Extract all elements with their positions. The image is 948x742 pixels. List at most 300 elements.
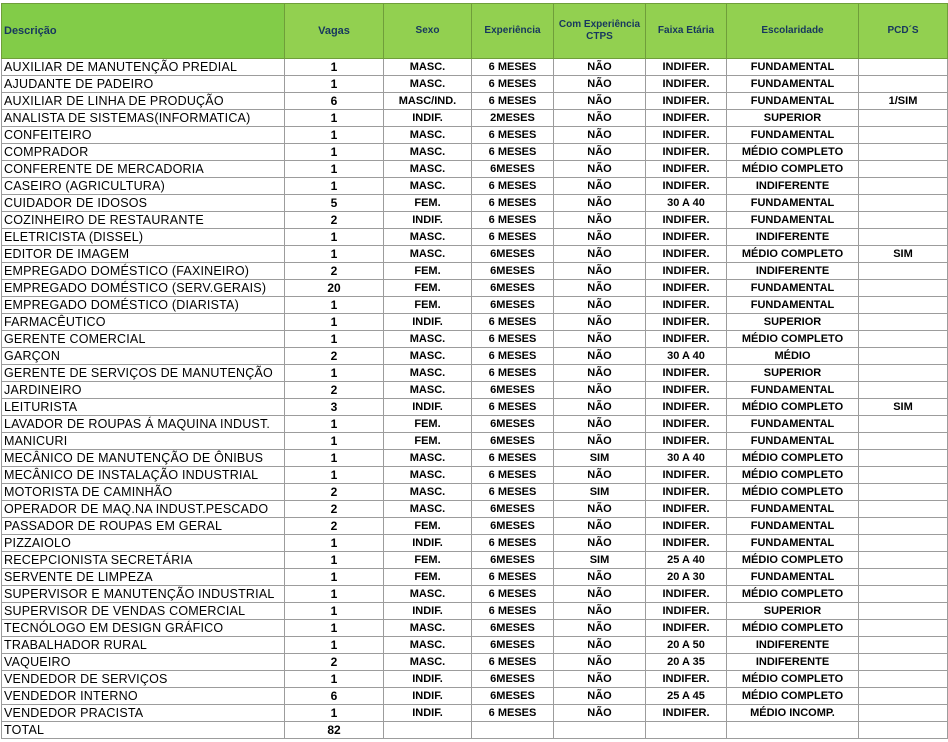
cell-pcds[interactable] xyxy=(859,484,948,501)
cell-experiencia[interactable]: 6 MESES xyxy=(472,144,554,161)
cell-sexo[interactable]: MASC. xyxy=(384,654,472,671)
cell-ctps[interactable]: NÃO xyxy=(554,110,646,127)
cell-ctps[interactable]: NÃO xyxy=(554,501,646,518)
cell-descricao[interactable]: TECNÓLOGO EM DESIGN GRÁFICO xyxy=(2,620,285,637)
cell-escolaridade[interactable]: MÉDIO INCOMP. xyxy=(727,705,859,722)
cell-pcds[interactable] xyxy=(859,382,948,399)
cell-experiencia[interactable]: 2MESES xyxy=(472,110,554,127)
cell-ctps[interactable]: NÃO xyxy=(554,212,646,229)
cell-ctps[interactable]: NÃO xyxy=(554,637,646,654)
cell-escolaridade[interactable]: FUNDAMENTAL xyxy=(727,280,859,297)
cell-escolaridade[interactable]: MÉDIO COMPLETO xyxy=(727,620,859,637)
cell-vagas[interactable]: 2 xyxy=(285,348,384,365)
cell-vagas[interactable]: 2 xyxy=(285,484,384,501)
cell-descricao[interactable]: VENDEDOR PRACISTA xyxy=(2,705,285,722)
cell-vagas[interactable]: 3 xyxy=(285,399,384,416)
cell-experiencia[interactable]: 6 MESES xyxy=(472,229,554,246)
cell-experiencia[interactable]: 6 MESES xyxy=(472,399,554,416)
cell-experiencia[interactable]: 6 MESES xyxy=(472,314,554,331)
cell-experiencia[interactable]: 6 MESES xyxy=(472,586,554,603)
cell-sexo[interactable]: MASC. xyxy=(384,127,472,144)
cell-escolaridade[interactable]: MÉDIO COMPLETO xyxy=(727,671,859,688)
cell-descricao[interactable]: SERVENTE DE LIMPEZA xyxy=(2,569,285,586)
cell-ctps[interactable]: NÃO xyxy=(554,433,646,450)
total-label[interactable]: TOTAL xyxy=(2,722,285,739)
cell-vagas[interactable]: 6 xyxy=(285,688,384,705)
cell-pcds[interactable] xyxy=(859,586,948,603)
cell-faixa-etaria[interactable]: INDIFER. xyxy=(646,365,727,382)
cell-sexo[interactable]: INDIF. xyxy=(384,688,472,705)
cell-vagas[interactable]: 1 xyxy=(285,620,384,637)
cell-descricao[interactable]: COZINHEIRO DE RESTAURANTE xyxy=(2,212,285,229)
cell-vagas[interactable]: 5 xyxy=(285,195,384,212)
cell-experiencia[interactable]: 6 MESES xyxy=(472,59,554,76)
cell-descricao[interactable]: CONFERENTE DE MERCADORIA xyxy=(2,161,285,178)
cell-pcds[interactable] xyxy=(859,416,948,433)
cell-sexo[interactable]: MASC. xyxy=(384,450,472,467)
cell-faixa-etaria[interactable]: INDIFER. xyxy=(646,246,727,263)
cell-pcds[interactable] xyxy=(859,229,948,246)
cell-descricao[interactable]: MANICURI xyxy=(2,433,285,450)
cell-sexo[interactable]: FEM. xyxy=(384,552,472,569)
cell-sexo[interactable]: MASC. xyxy=(384,467,472,484)
cell-vagas[interactable]: 2 xyxy=(285,212,384,229)
total-vagas[interactable]: 82 xyxy=(285,722,384,739)
cell-faixa-etaria[interactable]: INDIFER. xyxy=(646,212,727,229)
cell-vagas[interactable]: 1 xyxy=(285,569,384,586)
cell-pcds[interactable] xyxy=(859,569,948,586)
cell-pcds[interactable] xyxy=(859,314,948,331)
cell-escolaridade[interactable]: FUNDAMENTAL xyxy=(727,212,859,229)
cell-pcds[interactable] xyxy=(859,331,948,348)
cell-pcds[interactable] xyxy=(859,637,948,654)
total-empty-cell[interactable] xyxy=(859,722,948,739)
total-empty-cell[interactable] xyxy=(554,722,646,739)
cell-escolaridade[interactable]: FUNDAMENTAL xyxy=(727,569,859,586)
cell-pcds[interactable] xyxy=(859,178,948,195)
cell-escolaridade[interactable]: MÉDIO COMPLETO xyxy=(727,688,859,705)
cell-vagas[interactable]: 2 xyxy=(285,518,384,535)
cell-descricao[interactable]: COMPRADOR xyxy=(2,144,285,161)
cell-faixa-etaria[interactable]: INDIFER. xyxy=(646,59,727,76)
cell-sexo[interactable]: INDIF. xyxy=(384,399,472,416)
cell-faixa-etaria[interactable]: 20 A 50 xyxy=(646,637,727,654)
cell-escolaridade[interactable]: MÉDIO COMPLETO xyxy=(727,331,859,348)
cell-experiencia[interactable]: 6 MESES xyxy=(472,331,554,348)
header-escolaridade[interactable]: Escolaridade xyxy=(727,4,859,59)
cell-vagas[interactable]: 1 xyxy=(285,552,384,569)
cell-ctps[interactable]: NÃO xyxy=(554,280,646,297)
header-faixa-etaria[interactable]: Faixa Etária xyxy=(646,4,727,59)
cell-escolaridade[interactable]: FUNDAMENTAL xyxy=(727,76,859,93)
cell-pcds[interactable]: 1/SIM xyxy=(859,93,948,110)
cell-faixa-etaria[interactable]: INDIFER. xyxy=(646,331,727,348)
cell-pcds[interactable] xyxy=(859,76,948,93)
cell-vagas[interactable]: 20 xyxy=(285,280,384,297)
cell-pcds[interactable] xyxy=(859,297,948,314)
cell-sexo[interactable]: INDIF. xyxy=(384,705,472,722)
cell-ctps[interactable]: NÃO xyxy=(554,705,646,722)
cell-pcds[interactable] xyxy=(859,144,948,161)
cell-faixa-etaria[interactable]: INDIFER. xyxy=(646,399,727,416)
cell-ctps[interactable]: NÃO xyxy=(554,263,646,280)
cell-sexo[interactable]: INDIF. xyxy=(384,535,472,552)
cell-vagas[interactable]: 1 xyxy=(285,59,384,76)
cell-experiencia[interactable]: 6 MESES xyxy=(472,76,554,93)
cell-sexo[interactable]: FEM. xyxy=(384,518,472,535)
cell-faixa-etaria[interactable]: INDIFER. xyxy=(646,110,727,127)
cell-ctps[interactable]: NÃO xyxy=(554,365,646,382)
cell-sexo[interactable]: MASC. xyxy=(384,365,472,382)
cell-escolaridade[interactable]: FUNDAMENTAL xyxy=(727,195,859,212)
cell-faixa-etaria[interactable]: INDIFER. xyxy=(646,705,727,722)
cell-sexo[interactable]: MASC. xyxy=(384,229,472,246)
cell-escolaridade[interactable]: INDIFERENTE xyxy=(727,654,859,671)
cell-descricao[interactable]: AUXILIAR DE LINHA DE PRODUÇÃO xyxy=(2,93,285,110)
cell-escolaridade[interactable]: MÉDIO COMPLETO xyxy=(727,144,859,161)
cell-pcds[interactable] xyxy=(859,620,948,637)
cell-faixa-etaria[interactable]: INDIFER. xyxy=(646,229,727,246)
cell-faixa-etaria[interactable]: INDIFER. xyxy=(646,178,727,195)
cell-faixa-etaria[interactable]: INDIFER. xyxy=(646,76,727,93)
cell-experiencia[interactable]: 6 MESES xyxy=(472,212,554,229)
total-empty-cell[interactable] xyxy=(384,722,472,739)
cell-escolaridade[interactable]: MÉDIO xyxy=(727,348,859,365)
cell-descricao[interactable]: JARDINEIRO xyxy=(2,382,285,399)
cell-ctps[interactable]: NÃO xyxy=(554,195,646,212)
cell-pcds[interactable] xyxy=(859,212,948,229)
header-pcds[interactable]: PCD´S xyxy=(859,4,948,59)
cell-ctps[interactable]: NÃO xyxy=(554,59,646,76)
cell-ctps[interactable]: NÃO xyxy=(554,178,646,195)
cell-ctps[interactable]: SIM xyxy=(554,484,646,501)
cell-faixa-etaria[interactable]: INDIFER. xyxy=(646,382,727,399)
cell-sexo[interactable]: INDIF. xyxy=(384,671,472,688)
cell-faixa-etaria[interactable]: 20 A 35 xyxy=(646,654,727,671)
cell-escolaridade[interactable]: SUPERIOR xyxy=(727,314,859,331)
cell-escolaridade[interactable]: FUNDAMENTAL xyxy=(727,93,859,110)
cell-descricao[interactable]: RECEPCIONISTA SECRETÁRIA xyxy=(2,552,285,569)
cell-faixa-etaria[interactable]: INDIFER. xyxy=(646,535,727,552)
cell-ctps[interactable]: NÃO xyxy=(554,76,646,93)
cell-experiencia[interactable]: 6MESES xyxy=(472,280,554,297)
cell-experiencia[interactable]: 6 MESES xyxy=(472,348,554,365)
cell-pcds[interactable] xyxy=(859,535,948,552)
cell-descricao[interactable]: OPERADOR DE MAQ.NA INDUST.PESCADO xyxy=(2,501,285,518)
cell-vagas[interactable]: 1 xyxy=(285,586,384,603)
cell-faixa-etaria[interactable]: INDIFER. xyxy=(646,144,727,161)
cell-descricao[interactable]: EMPREGADO DOMÉSTICO (DIARISTA) xyxy=(2,297,285,314)
cell-descricao[interactable]: GERENTE DE SERVIÇOS DE MANUTENÇÃO xyxy=(2,365,285,382)
cell-descricao[interactable]: VENDEDOR INTERNO xyxy=(2,688,285,705)
cell-escolaridade[interactable]: FUNDAMENTAL xyxy=(727,297,859,314)
cell-vagas[interactable]: 1 xyxy=(285,671,384,688)
cell-sexo[interactable]: INDIF. xyxy=(384,603,472,620)
cell-sexo[interactable]: MASC. xyxy=(384,501,472,518)
cell-escolaridade[interactable]: FUNDAMENTAL xyxy=(727,501,859,518)
cell-vagas[interactable]: 6 xyxy=(285,93,384,110)
cell-faixa-etaria[interactable]: INDIFER. xyxy=(646,671,727,688)
cell-faixa-etaria[interactable]: 25 A 45 xyxy=(646,688,727,705)
cell-descricao[interactable]: AUXILIAR DE MANUTENÇÃO PREDIAL xyxy=(2,59,285,76)
cell-faixa-etaria[interactable]: INDIFER. xyxy=(646,467,727,484)
cell-ctps[interactable]: NÃO xyxy=(554,603,646,620)
header-vagas[interactable]: Vagas xyxy=(285,4,384,59)
cell-vagas[interactable]: 1 xyxy=(285,314,384,331)
cell-descricao[interactable]: GARÇON xyxy=(2,348,285,365)
cell-experiencia[interactable]: 6MESES xyxy=(472,382,554,399)
cell-experiencia[interactable]: 6MESES xyxy=(472,637,554,654)
cell-descricao[interactable]: PASSADOR DE ROUPAS EM GERAL xyxy=(2,518,285,535)
cell-vagas[interactable]: 2 xyxy=(285,263,384,280)
cell-escolaridade[interactable]: INDIFERENTE xyxy=(727,263,859,280)
cell-experiencia[interactable]: 6 MESES xyxy=(472,484,554,501)
cell-faixa-etaria[interactable]: 30 A 40 xyxy=(646,195,727,212)
total-empty-cell[interactable] xyxy=(646,722,727,739)
cell-escolaridade[interactable]: FUNDAMENTAL xyxy=(727,59,859,76)
cell-sexo[interactable]: FEM. xyxy=(384,195,472,212)
cell-faixa-etaria[interactable]: INDIFER. xyxy=(646,586,727,603)
cell-sexo[interactable]: FEM. xyxy=(384,569,472,586)
cell-vagas[interactable]: 1 xyxy=(285,705,384,722)
cell-faixa-etaria[interactable]: INDIFER. xyxy=(646,620,727,637)
cell-vagas[interactable]: 1 xyxy=(285,365,384,382)
cell-ctps[interactable]: NÃO xyxy=(554,569,646,586)
cell-experiencia[interactable]: 6 MESES xyxy=(472,365,554,382)
cell-pcds[interactable] xyxy=(859,348,948,365)
cell-descricao[interactable]: CUIDADOR DE IDOSOS xyxy=(2,195,285,212)
cell-ctps[interactable]: NÃO xyxy=(554,399,646,416)
cell-vagas[interactable]: 2 xyxy=(285,501,384,518)
cell-sexo[interactable]: MASC. xyxy=(384,620,472,637)
cell-pcds[interactable] xyxy=(859,450,948,467)
cell-sexo[interactable]: FEM. xyxy=(384,280,472,297)
cell-faixa-etaria[interactable]: INDIFER. xyxy=(646,93,727,110)
cell-descricao[interactable]: PIZZAIOLO xyxy=(2,535,285,552)
cell-descricao[interactable]: EDITOR DE IMAGEM xyxy=(2,246,285,263)
cell-descricao[interactable]: SUPERVISOR E MANUTENÇÃO INDUSTRIAL xyxy=(2,586,285,603)
cell-experiencia[interactable]: 6 MESES xyxy=(472,178,554,195)
cell-descricao[interactable]: LEITURISTA xyxy=(2,399,285,416)
cell-pcds[interactable] xyxy=(859,195,948,212)
cell-faixa-etaria[interactable]: INDIFER. xyxy=(646,161,727,178)
cell-experiencia[interactable]: 6MESES xyxy=(472,552,554,569)
cell-vagas[interactable]: 1 xyxy=(285,603,384,620)
cell-pcds[interactable]: SIM xyxy=(859,246,948,263)
cell-vagas[interactable]: 1 xyxy=(285,416,384,433)
cell-experiencia[interactable]: 6MESES xyxy=(472,297,554,314)
cell-pcds[interactable] xyxy=(859,552,948,569)
cell-vagas[interactable]: 1 xyxy=(285,76,384,93)
cell-pcds[interactable] xyxy=(859,688,948,705)
cell-sexo[interactable]: MASC/IND. xyxy=(384,93,472,110)
cell-escolaridade[interactable]: FUNDAMENTAL xyxy=(727,127,859,144)
cell-ctps[interactable]: NÃO xyxy=(554,331,646,348)
cell-vagas[interactable]: 1 xyxy=(285,229,384,246)
cell-faixa-etaria[interactable]: INDIFER. xyxy=(646,314,727,331)
cell-pcds[interactable]: SIM xyxy=(859,399,948,416)
cell-experiencia[interactable]: 6MESES xyxy=(472,161,554,178)
cell-pcds[interactable] xyxy=(859,433,948,450)
cell-ctps[interactable]: NÃO xyxy=(554,654,646,671)
cell-pcds[interactable] xyxy=(859,110,948,127)
cell-pcds[interactable] xyxy=(859,127,948,144)
cell-descricao[interactable]: SUPERVISOR DE VENDAS COMERCIAL xyxy=(2,603,285,620)
cell-experiencia[interactable]: 6 MESES xyxy=(472,195,554,212)
cell-experiencia[interactable]: 6MESES xyxy=(472,263,554,280)
cell-descricao[interactable]: FARMACÊUTICO xyxy=(2,314,285,331)
cell-sexo[interactable]: FEM. xyxy=(384,433,472,450)
cell-faixa-etaria[interactable]: INDIFER. xyxy=(646,603,727,620)
cell-escolaridade[interactable]: FUNDAMENTAL xyxy=(727,382,859,399)
cell-sexo[interactable]: MASC. xyxy=(384,348,472,365)
cell-faixa-etaria[interactable]: 25 A 40 xyxy=(646,552,727,569)
cell-vagas[interactable]: 1 xyxy=(285,246,384,263)
cell-escolaridade[interactable]: SUPERIOR xyxy=(727,110,859,127)
cell-descricao[interactable]: EMPREGADO DOMÉSTICO (FAXINEIRO) xyxy=(2,263,285,280)
cell-escolaridade[interactable]: MÉDIO COMPLETO xyxy=(727,467,859,484)
cell-descricao[interactable]: CONFEITEIRO xyxy=(2,127,285,144)
cell-descricao[interactable]: LAVADOR DE ROUPAS Á MAQUINA INDUST. xyxy=(2,416,285,433)
cell-experiencia[interactable]: 6MESES xyxy=(472,688,554,705)
cell-ctps[interactable]: NÃO xyxy=(554,161,646,178)
cell-faixa-etaria[interactable]: INDIFER. xyxy=(646,433,727,450)
cell-faixa-etaria[interactable]: INDIFER. xyxy=(646,297,727,314)
cell-descricao[interactable]: VENDEDOR DE SERVIÇOS xyxy=(2,671,285,688)
cell-experiencia[interactable]: 6MESES xyxy=(472,246,554,263)
cell-sexo[interactable]: INDIF. xyxy=(384,110,472,127)
cell-faixa-etaria[interactable]: INDIFER. xyxy=(646,501,727,518)
cell-pcds[interactable] xyxy=(859,161,948,178)
cell-experiencia[interactable]: 6MESES xyxy=(472,416,554,433)
cell-sexo[interactable]: MASC. xyxy=(384,586,472,603)
cell-descricao[interactable]: MOTORISTA DE CAMINHÃO xyxy=(2,484,285,501)
cell-pcds[interactable] xyxy=(859,263,948,280)
cell-descricao[interactable]: ELETRICISTA (DISSEL) xyxy=(2,229,285,246)
cell-sexo[interactable]: INDIF. xyxy=(384,314,472,331)
cell-vagas[interactable]: 1 xyxy=(285,178,384,195)
cell-ctps[interactable]: NÃO xyxy=(554,518,646,535)
total-empty-cell[interactable] xyxy=(472,722,554,739)
cell-sexo[interactable]: MASC. xyxy=(384,637,472,654)
cell-pcds[interactable] xyxy=(859,705,948,722)
cell-sexo[interactable]: MASC. xyxy=(384,178,472,195)
cell-pcds[interactable] xyxy=(859,654,948,671)
cell-ctps[interactable]: NÃO xyxy=(554,314,646,331)
cell-pcds[interactable] xyxy=(859,59,948,76)
cell-escolaridade[interactable]: MÉDIO COMPLETO xyxy=(727,399,859,416)
cell-ctps[interactable]: NÃO xyxy=(554,416,646,433)
header-descricao[interactable]: Descrição xyxy=(2,4,285,59)
cell-escolaridade[interactable]: MÉDIO COMPLETO xyxy=(727,586,859,603)
cell-sexo[interactable]: MASC. xyxy=(384,246,472,263)
cell-escolaridade[interactable]: SUPERIOR xyxy=(727,603,859,620)
cell-escolaridade[interactable]: MÉDIO COMPLETO xyxy=(727,161,859,178)
cell-ctps[interactable]: NÃO xyxy=(554,382,646,399)
cell-experiencia[interactable]: 6 MESES xyxy=(472,450,554,467)
cell-sexo[interactable]: MASC. xyxy=(384,161,472,178)
cell-vagas[interactable]: 1 xyxy=(285,535,384,552)
cell-vagas[interactable]: 1 xyxy=(285,331,384,348)
cell-descricao[interactable]: MECÂNICO DE MANUTENÇÃO DE ÔNIBUS xyxy=(2,450,285,467)
header-experiencia-ctps[interactable]: Com Experiência CTPS xyxy=(554,4,646,59)
cell-ctps[interactable]: NÃO xyxy=(554,688,646,705)
cell-pcds[interactable] xyxy=(859,467,948,484)
cell-vagas[interactable]: 1 xyxy=(285,433,384,450)
cell-escolaridade[interactable]: MÉDIO COMPLETO xyxy=(727,552,859,569)
cell-experiencia[interactable]: 6 MESES xyxy=(472,603,554,620)
total-empty-cell[interactable] xyxy=(727,722,859,739)
cell-descricao[interactable]: MECÂNICO DE INSTALAÇÃO INDUSTRIAL xyxy=(2,467,285,484)
cell-experiencia[interactable]: 6 MESES xyxy=(472,535,554,552)
cell-escolaridade[interactable]: INDIFERENTE xyxy=(727,229,859,246)
cell-faixa-etaria[interactable]: INDIFER. xyxy=(646,518,727,535)
cell-sexo[interactable]: FEM. xyxy=(384,416,472,433)
cell-escolaridade[interactable]: INDIFERENTE xyxy=(727,637,859,654)
cell-pcds[interactable] xyxy=(859,603,948,620)
cell-experiencia[interactable]: 6 MESES xyxy=(472,127,554,144)
cell-faixa-etaria[interactable]: INDIFER. xyxy=(646,484,727,501)
cell-escolaridade[interactable]: MÉDIO COMPLETO xyxy=(727,484,859,501)
cell-experiencia[interactable]: 6MESES xyxy=(472,671,554,688)
cell-ctps[interactable]: NÃO xyxy=(554,671,646,688)
cell-escolaridade[interactable]: FUNDAMENTAL xyxy=(727,518,859,535)
cell-escolaridade[interactable]: FUNDAMENTAL xyxy=(727,433,859,450)
cell-ctps[interactable]: NÃO xyxy=(554,297,646,314)
cell-escolaridade[interactable]: MÉDIO COMPLETO xyxy=(727,246,859,263)
cell-experiencia[interactable]: 6MESES xyxy=(472,433,554,450)
cell-vagas[interactable]: 1 xyxy=(285,161,384,178)
cell-experiencia[interactable]: 6 MESES xyxy=(472,569,554,586)
cell-sexo[interactable]: MASC. xyxy=(384,484,472,501)
cell-experiencia[interactable]: 6 MESES xyxy=(472,93,554,110)
cell-sexo[interactable]: MASC. xyxy=(384,59,472,76)
cell-ctps[interactable]: NÃO xyxy=(554,467,646,484)
cell-descricao[interactable]: CASEIRO (AGRICULTURA) xyxy=(2,178,285,195)
cell-escolaridade[interactable]: INDIFERENTE xyxy=(727,178,859,195)
cell-pcds[interactable] xyxy=(859,518,948,535)
cell-faixa-etaria[interactable]: INDIFER. xyxy=(646,263,727,280)
cell-sexo[interactable]: MASC. xyxy=(384,144,472,161)
cell-ctps[interactable]: SIM xyxy=(554,552,646,569)
cell-vagas[interactable]: 2 xyxy=(285,654,384,671)
cell-vagas[interactable]: 1 xyxy=(285,297,384,314)
cell-escolaridade[interactable]: SUPERIOR xyxy=(727,365,859,382)
cell-vagas[interactable]: 2 xyxy=(285,382,384,399)
cell-vagas[interactable]: 1 xyxy=(285,110,384,127)
cell-sexo[interactable]: MASC. xyxy=(384,76,472,93)
cell-descricao[interactable]: AJUDANTE DE PADEIRO xyxy=(2,76,285,93)
cell-sexo[interactable]: MASC. xyxy=(384,382,472,399)
cell-experiencia[interactable]: 6 MESES xyxy=(472,654,554,671)
cell-faixa-etaria[interactable]: INDIFER. xyxy=(646,416,727,433)
cell-sexo[interactable]: FEM. xyxy=(384,297,472,314)
cell-descricao[interactable]: VAQUEIRO xyxy=(2,654,285,671)
cell-pcds[interactable] xyxy=(859,671,948,688)
cell-ctps[interactable]: SIM xyxy=(554,450,646,467)
cell-ctps[interactable]: NÃO xyxy=(554,127,646,144)
cell-escolaridade[interactable]: FUNDAMENTAL xyxy=(727,535,859,552)
cell-escolaridade[interactable]: FUNDAMENTAL xyxy=(727,416,859,433)
cell-ctps[interactable]: NÃO xyxy=(554,586,646,603)
cell-vagas[interactable]: 1 xyxy=(285,467,384,484)
cell-experiencia[interactable]: 6MESES xyxy=(472,501,554,518)
cell-ctps[interactable]: NÃO xyxy=(554,535,646,552)
cell-descricao[interactable]: EMPREGADO DOMÉSTICO (SERV.GERAIS) xyxy=(2,280,285,297)
cell-descricao[interactable]: GERENTE COMERCIAL xyxy=(2,331,285,348)
cell-vagas[interactable]: 1 xyxy=(285,144,384,161)
cell-faixa-etaria[interactable]: 30 A 40 xyxy=(646,348,727,365)
